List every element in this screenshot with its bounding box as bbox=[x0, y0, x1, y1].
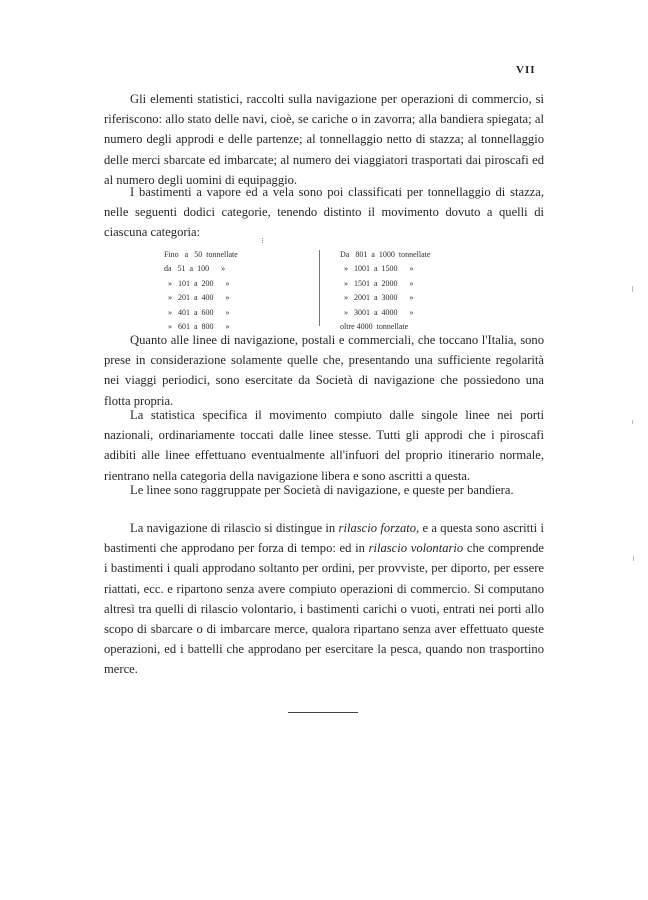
closing-rule bbox=[288, 712, 358, 713]
tonnage-row: Da 801 a 1000 tonnellate bbox=[340, 250, 431, 259]
paragraph-text: Quanto alle linee di navigazione, postali e commerciali, che toccano l'Italia, sono prese in considerazione solamente quelle che, presentando una sufficiente regolarità nei viaggi periodici, sono esercitate da Società di navigazione che possiedono una flotta propria. bbox=[104, 333, 544, 408]
ink-mark bbox=[262, 238, 265, 243]
tonnage-row: » 3001 a 4000 » bbox=[340, 307, 414, 317]
paragraph-navigation-lines bbox=[104, 330, 544, 411]
tonnage-row: oltre 4000 tonnellate bbox=[340, 322, 409, 331]
tonnage-column-left bbox=[164, 248, 314, 335]
paragraph-text: La statistica specifica il movimento compiuto dalle singole linee nei porti nazionali, ordinariamente toccati dalle linee stesse. Tutti gli approdi che i piroscafi adibiti alle linee effettuano eventualmente all'infuori del proprio itinerario normale, rientrano nella categoria della navigazione libera e sono ascritti a questa. bbox=[104, 408, 544, 483]
margin-mark bbox=[632, 286, 633, 292]
margin-mark bbox=[632, 420, 633, 424]
tonnage-categories-table bbox=[150, 248, 490, 330]
tonnage-row: » 201 a 400 » bbox=[164, 293, 230, 302]
paragraph-text: e a questa sono ascritti i bastimenti che approdano per forza di tempo: ed in bbox=[104, 521, 544, 556]
page-number: VII bbox=[516, 64, 536, 76]
paragraph-text: La navigazione di rilascio si distingue in bbox=[130, 521, 339, 535]
paragraph-statistical-elements bbox=[104, 89, 544, 190]
tonnage-row: » 2001 a 3000 » bbox=[340, 293, 414, 302]
paragraph-rilascio bbox=[104, 518, 544, 680]
paragraph-tonnage-categories bbox=[104, 182, 544, 243]
tonnage-row: » 1001 a 1500 » bbox=[340, 264, 414, 273]
tonnage-row: » 601 a 800 » bbox=[164, 322, 230, 331]
paragraph-text: Gli elementi statistici, raccolti sulla navigazione per operazioni di commercio, si riferiscono: allo stato delle navi, cioè, se cariche o in zavorra; alla bandiera spiegata; al numero degli approdi e delle partenze; al tonnellaggio netto di stazza; al tonnellaggio delle merci sbarcate ed imbarcate; al numero dei viaggiatori trasportati dai piroscafi ed al numero degli uomini di equipaggio. bbox=[104, 92, 544, 187]
tonnage-row: da 51 a 100 » bbox=[164, 264, 226, 273]
paragraph-text: Le linee sono raggruppate per Società di navigazione, e queste per bandiera. bbox=[130, 483, 514, 497]
tonnage-row: » 101 a 200 » bbox=[164, 278, 230, 288]
tonnage-row: Fino a 50 tonnellate bbox=[164, 250, 238, 259]
tonnage-row: » 401 a 600 » bbox=[164, 307, 230, 317]
column-divider bbox=[319, 250, 320, 326]
tonnage-column-right bbox=[340, 248, 490, 335]
paragraph-text: che comprende i bastimenti i quali approdano soltanto per ordini, per provviste, per diporto, per essere riattati, ecc. e ripartono senza avere compiuto operazioni di commercio. Si computano altresì tra quelli di rilascio volontario, i bastimenti carichi o vuoti, entrati nei porti allo scopo di sbarcare o di imbarcare merce, qualora ripartano senza aver effettuato queste operazioni, ed i battelli che approdano per esercitare la pesca, quando non trasportino merce. bbox=[104, 541, 544, 677]
paragraph-line-grouping bbox=[104, 480, 544, 500]
italic-term: rilascio forzato, bbox=[338, 521, 420, 535]
margin-mark bbox=[633, 556, 634, 561]
paragraph-text: I bastimenti a vapore ed a vela sono poi classificati per tonnellaggio di stazza, nelle seguenti dodici categorie, tenendo distinto il movimento dovuto a quelli di ciascuna categoria: bbox=[104, 185, 544, 240]
italic-term: rilascio volontario bbox=[368, 541, 464, 556]
tonnage-row: » 1501 a 2000 » bbox=[340, 278, 414, 288]
paragraph-line-statistics bbox=[104, 405, 544, 486]
